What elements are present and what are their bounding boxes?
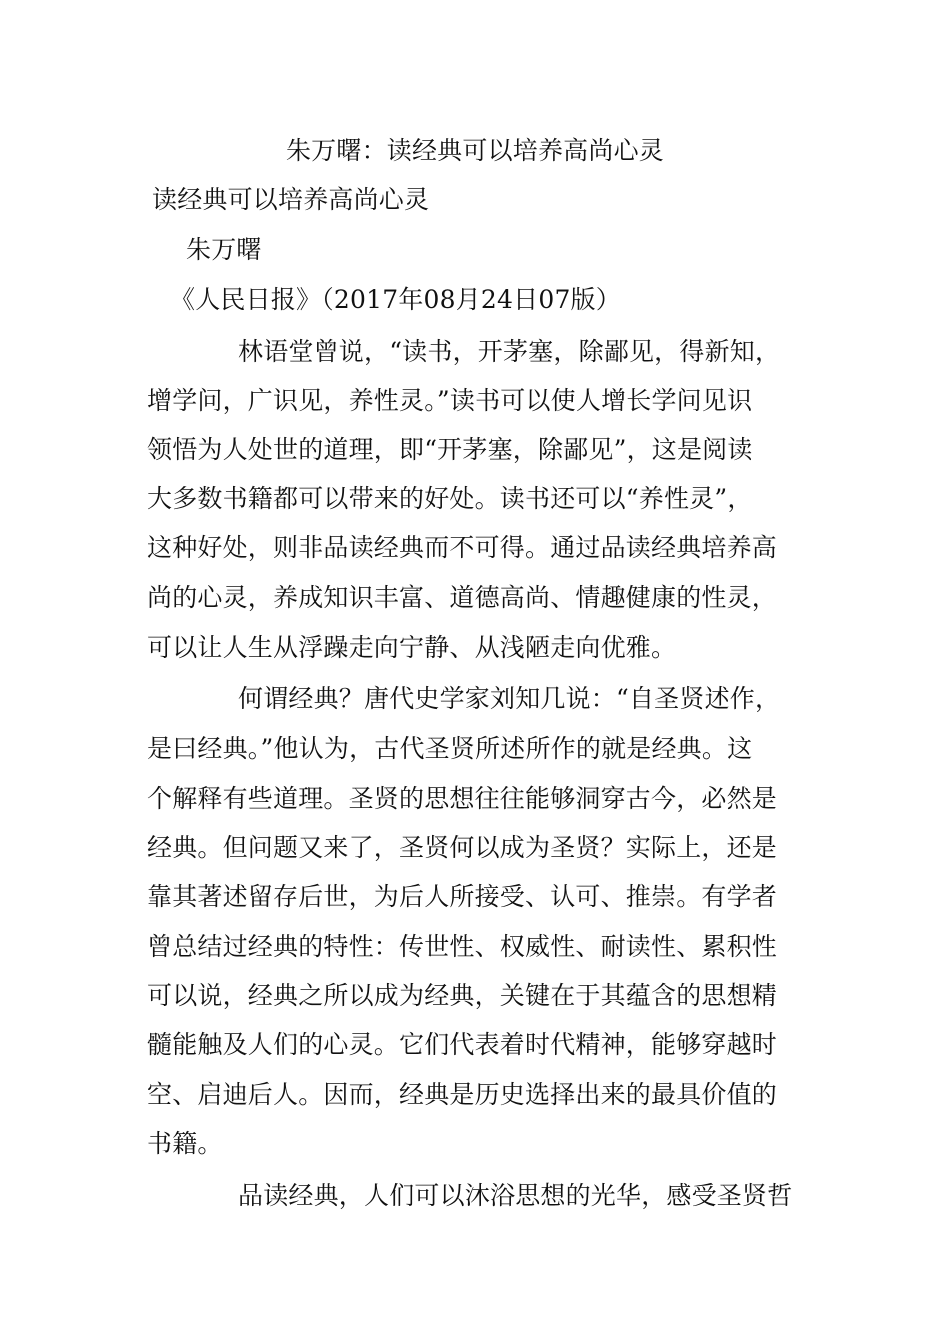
paragraph-2-line-10: 书籍。 xyxy=(147,1129,223,1158)
author-line: 朱万曙 xyxy=(186,235,262,264)
paragraph-2-line-1: 何谓经典？唐代史学家刘知几说：“自圣贤述作， xyxy=(238,684,781,713)
paragraph-2-line-2: 是曰经典。”他认为，古代圣贤所述所作的就是经典。这 xyxy=(147,734,753,763)
document-title: 朱万曙：读经典可以培养高尚心灵 xyxy=(285,136,664,165)
paragraph-1-line-3: 领悟为人处世的道理，即“开茅塞，除鄙见”，这是阅读 xyxy=(147,435,753,464)
paragraph-2-line-7: 可以说，经典之所以成为经典，关键在于其蕴含的思想精 xyxy=(147,981,778,1010)
paragraph-2-line-9: 空、启迪后人。因而，经典是历史选择出来的最具价值的 xyxy=(147,1080,778,1109)
paragraph-2-line-3: 个解释有些道理。圣贤的思想往往能够洞穿古今，必然是 xyxy=(147,784,778,813)
paragraph-2-line-8: 髓能触及人们的心灵。它们代表着时代精神，能够穿越时 xyxy=(147,1030,778,1059)
paragraph-2-line-6: 曾总结过经典的特性：传世性、权威性、耐读性、累积性 xyxy=(147,932,778,961)
paragraph-1-line-1: 林语堂曾说，“读书，开茅塞，除鄙见，得新知， xyxy=(238,337,781,366)
paragraph-1-line-7: 可以让人生从浮躁走向宁静、从浅陋走向优雅。 xyxy=(147,633,677,662)
document-subtitle: 读经典可以培养高尚心灵 xyxy=(152,185,430,214)
paragraph-1-line-5: 这种好处，则非品读经典而不可得。通过品读经典培养高 xyxy=(147,533,778,562)
source-line: 《人民日报》（2017年08月24日07版） xyxy=(170,285,621,314)
paragraph-1-line-6: 尚的心灵，养成知识丰富、道德高尚、情趣健康的性灵， xyxy=(147,583,778,612)
paragraph-1-line-2: 增学问，广识见，养性灵。”读书可以使人增长学问见识 xyxy=(147,386,753,415)
paragraph-2-line-4: 经典。但问题又来了，圣贤何以成为圣贤？实际上，还是 xyxy=(147,833,778,862)
paragraph-3-line-1: 品读经典，人们可以沐浴思想的光华，感受圣贤哲 xyxy=(238,1181,793,1210)
paragraph-1-line-4: 大多数书籍都可以带来的好处。读书还可以“养性灵”， xyxy=(147,484,753,513)
paragraph-2-line-5: 靠其著述留存后世，为后人所接受、认可、推崇。有学者 xyxy=(147,882,778,911)
